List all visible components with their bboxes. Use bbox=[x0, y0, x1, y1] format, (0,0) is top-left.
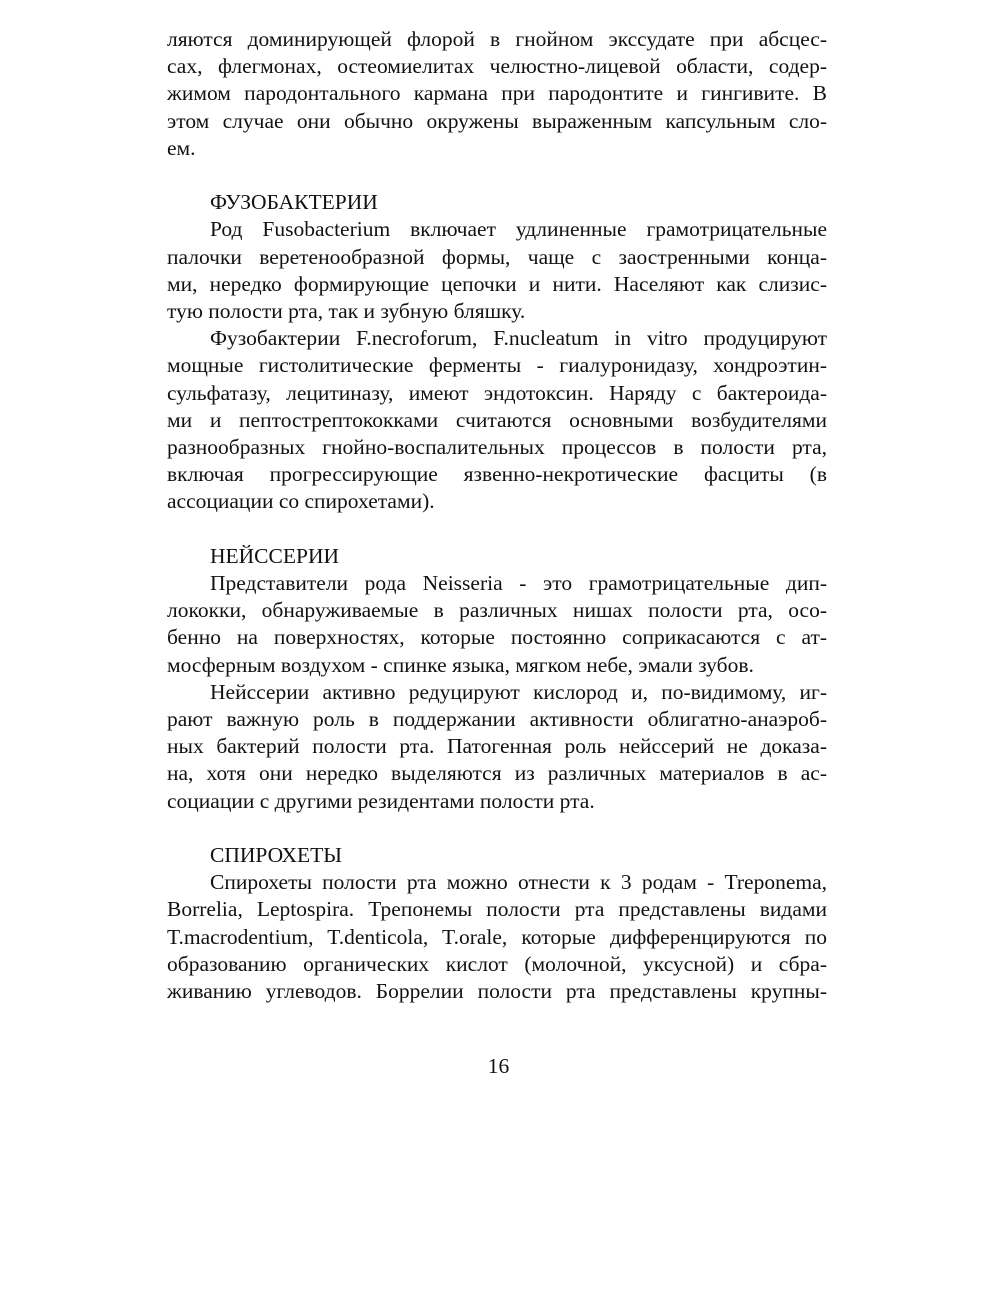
section-heading-spirochetes: СПИРОХЕТЫ bbox=[210, 843, 343, 868]
text-line: палочки веретенообразной формы, чаще с заостренными конца- bbox=[167, 244, 827, 269]
section-gap bbox=[167, 815, 827, 842]
text-line: Borrelia, Leptospira. Трепонемы полости рта представлены видами bbox=[167, 897, 827, 922]
section-heading-fusobacteria: ФУЗОБАКТЕРИИ bbox=[210, 190, 378, 215]
section-heading-neisseria: НЕЙССЕРИИ bbox=[210, 543, 340, 568]
text-line: Род Fusobacterium включает удлиненные грамотрицательные bbox=[210, 217, 827, 242]
text-line: T.macrodentium, T.denticola, T.orale, которые дифференцируются по bbox=[167, 924, 827, 949]
text-line: жимом пародонтального кармана при пародонтите и гингивите. В bbox=[167, 81, 827, 106]
section-gap bbox=[167, 516, 827, 543]
text-line: ных бактерий полости рта. Патогенная роль нейссерий не доказа- bbox=[167, 734, 827, 759]
page-number: 16 bbox=[487, 1054, 510, 1078]
text-line: лококки, обнаруживаемые в различных нишах полости рта, осо- bbox=[167, 598, 827, 623]
text-line: разнообразных гнойно-воспалительных процессов в полости рта, bbox=[167, 435, 827, 460]
section-gap bbox=[167, 162, 827, 189]
text-line: социации с другими резидентами полости рта. bbox=[167, 788, 595, 813]
page-text bbox=[167, 26, 827, 1005]
paragraph bbox=[167, 869, 827, 1005]
text-line: Спирохеты полости рта можно отнести к 3 родам - Treponema, bbox=[210, 870, 827, 895]
text-line: Нейссерии активно редуцируют кислород и, по-видимому, иг- bbox=[210, 679, 827, 704]
text-line: живанию углеводов. Боррелии полости рта представлены крупны- bbox=[167, 979, 827, 1004]
text-line: ляются доминирующей флорой в гнойном экссудате при абсцес- bbox=[167, 27, 827, 51]
text-line: рают важную роль в поддержании активности облигатно-анаэроб- bbox=[167, 707, 827, 732]
paragraph bbox=[167, 570, 827, 679]
intro-paragraph bbox=[167, 26, 827, 162]
text-line: мосферным воздухом - спинке языка, мягком небе, эмали зубов. bbox=[167, 652, 754, 677]
paragraph bbox=[167, 325, 827, 515]
text-line: ассоциации со спирохетами). bbox=[167, 489, 435, 514]
text-line: сах, флегмонах, остеомиелитах челюстно-лицевой области, содер- bbox=[167, 54, 827, 79]
text-line: образованию органических кислот (молочной, уксусной) и сбра- bbox=[167, 951, 827, 976]
text-line: включая прогрессирующие язвенно-некротические фасциты (в bbox=[167, 462, 827, 487]
text-line: ем. bbox=[167, 135, 196, 160]
text-line: мощные гистолитические ферменты - гиалуронидазу, хондроэтин- bbox=[167, 353, 827, 378]
text-line: на, хотя они нередко выделяются из различных материалов в ас- bbox=[167, 761, 827, 786]
paragraph bbox=[167, 216, 827, 325]
text-line: Фузобактерии F.necroforum, F.nucleatum in vitro продуцируют bbox=[210, 326, 827, 351]
text-line: бенно на поверхностях, которые постоянно соприкасаются с ат- bbox=[167, 625, 827, 650]
text-line: сульфатазу, лецитиназу, имеют эндотоксин. Наряду с бактероида- bbox=[167, 380, 827, 405]
text-line: ми и пептострептококками считаются основными возбудителями bbox=[167, 407, 827, 432]
paragraph bbox=[167, 679, 827, 815]
text-line: тую полости рта, так и зубную бляшку. bbox=[167, 299, 526, 324]
text-line: Представители рода Neisseria - это грамотрицательные дип- bbox=[210, 571, 827, 596]
text-line: этом случае они обычно окружены выраженным капсульным сло- bbox=[167, 108, 827, 133]
text-line: ми, нередко формирующие цепочки и нити. Населяют как слизис- bbox=[167, 271, 827, 296]
